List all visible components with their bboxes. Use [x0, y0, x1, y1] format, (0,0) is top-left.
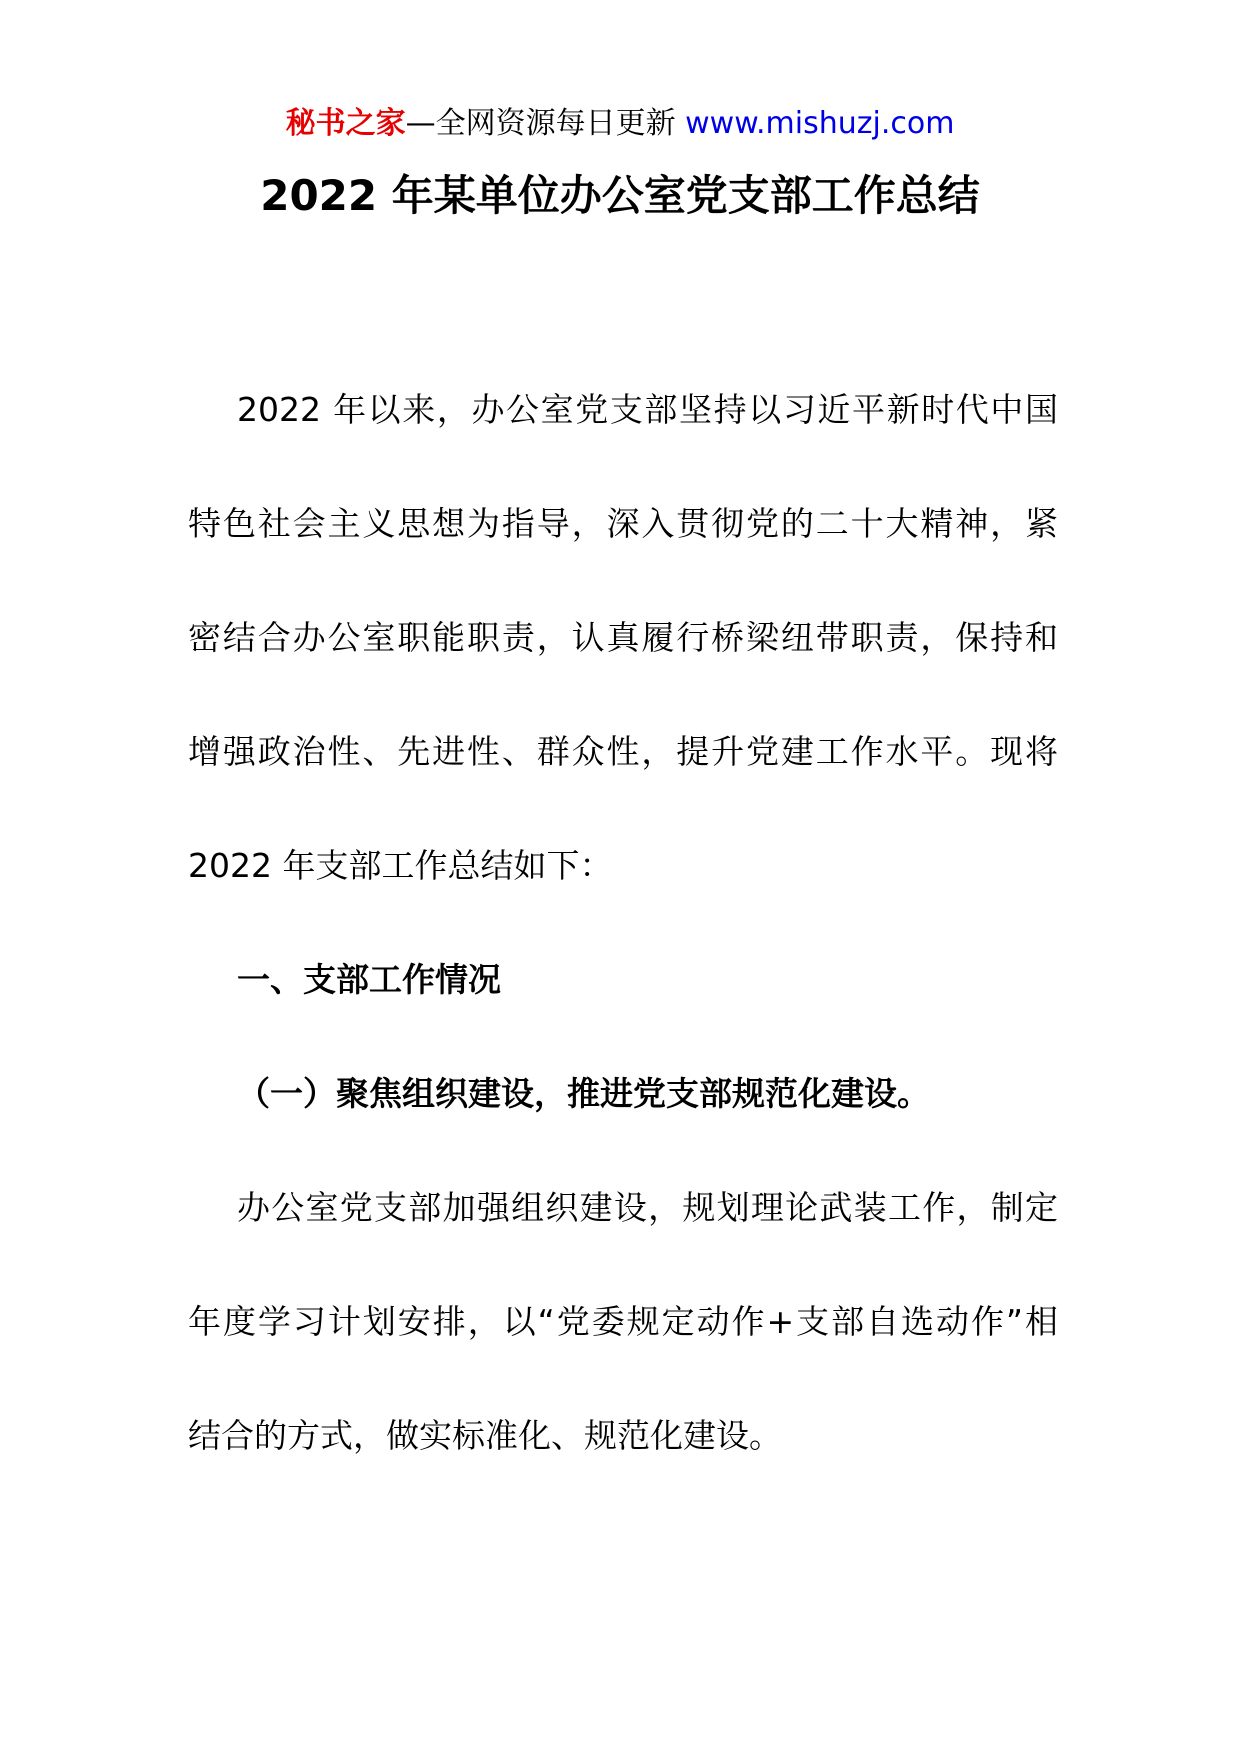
- paragraph-line: 密结合办公室职能职责，认真履行桥梁纽带职责，保持和: [188, 618, 1058, 657]
- site-tagline: —全网资源每日更新: [405, 106, 676, 141]
- site-banner: [0, 104, 1240, 144]
- paragraph-line: 结合的方式，做实标准化、规范化建设。: [188, 1416, 782, 1455]
- site-url-link[interactable]: www.mishuzj.com: [685, 106, 955, 141]
- document-title: 2022 年某单位办公室党支部工作总结: [260, 171, 980, 220]
- paragraph-line: 特色社会主义思想为指导，深入贯彻党的二十大精神，紧: [188, 504, 1058, 543]
- subsection-heading: （一）聚焦组织建设，推进党支部规范化建设。: [237, 1074, 930, 1113]
- paragraph-line: 增强政治性、先进性、群众性，提升党建工作水平。现将: [188, 732, 1058, 771]
- paragraph-line: 2022 年以来，办公室党支部坚持以习近平新时代中国: [237, 390, 1058, 429]
- paragraph-line: 2022 年支部工作总结如下：: [188, 846, 613, 885]
- paragraph-line: 年度学习计划安排，以“党委规定动作+支部自选动作”相: [188, 1302, 1058, 1341]
- site-name: 秘书之家: [285, 106, 406, 141]
- section-heading: 一、支部工作情况: [237, 960, 501, 999]
- paragraph-line: 办公室党支部加强组织建设，规划理论武装工作，制定: [237, 1188, 1058, 1227]
